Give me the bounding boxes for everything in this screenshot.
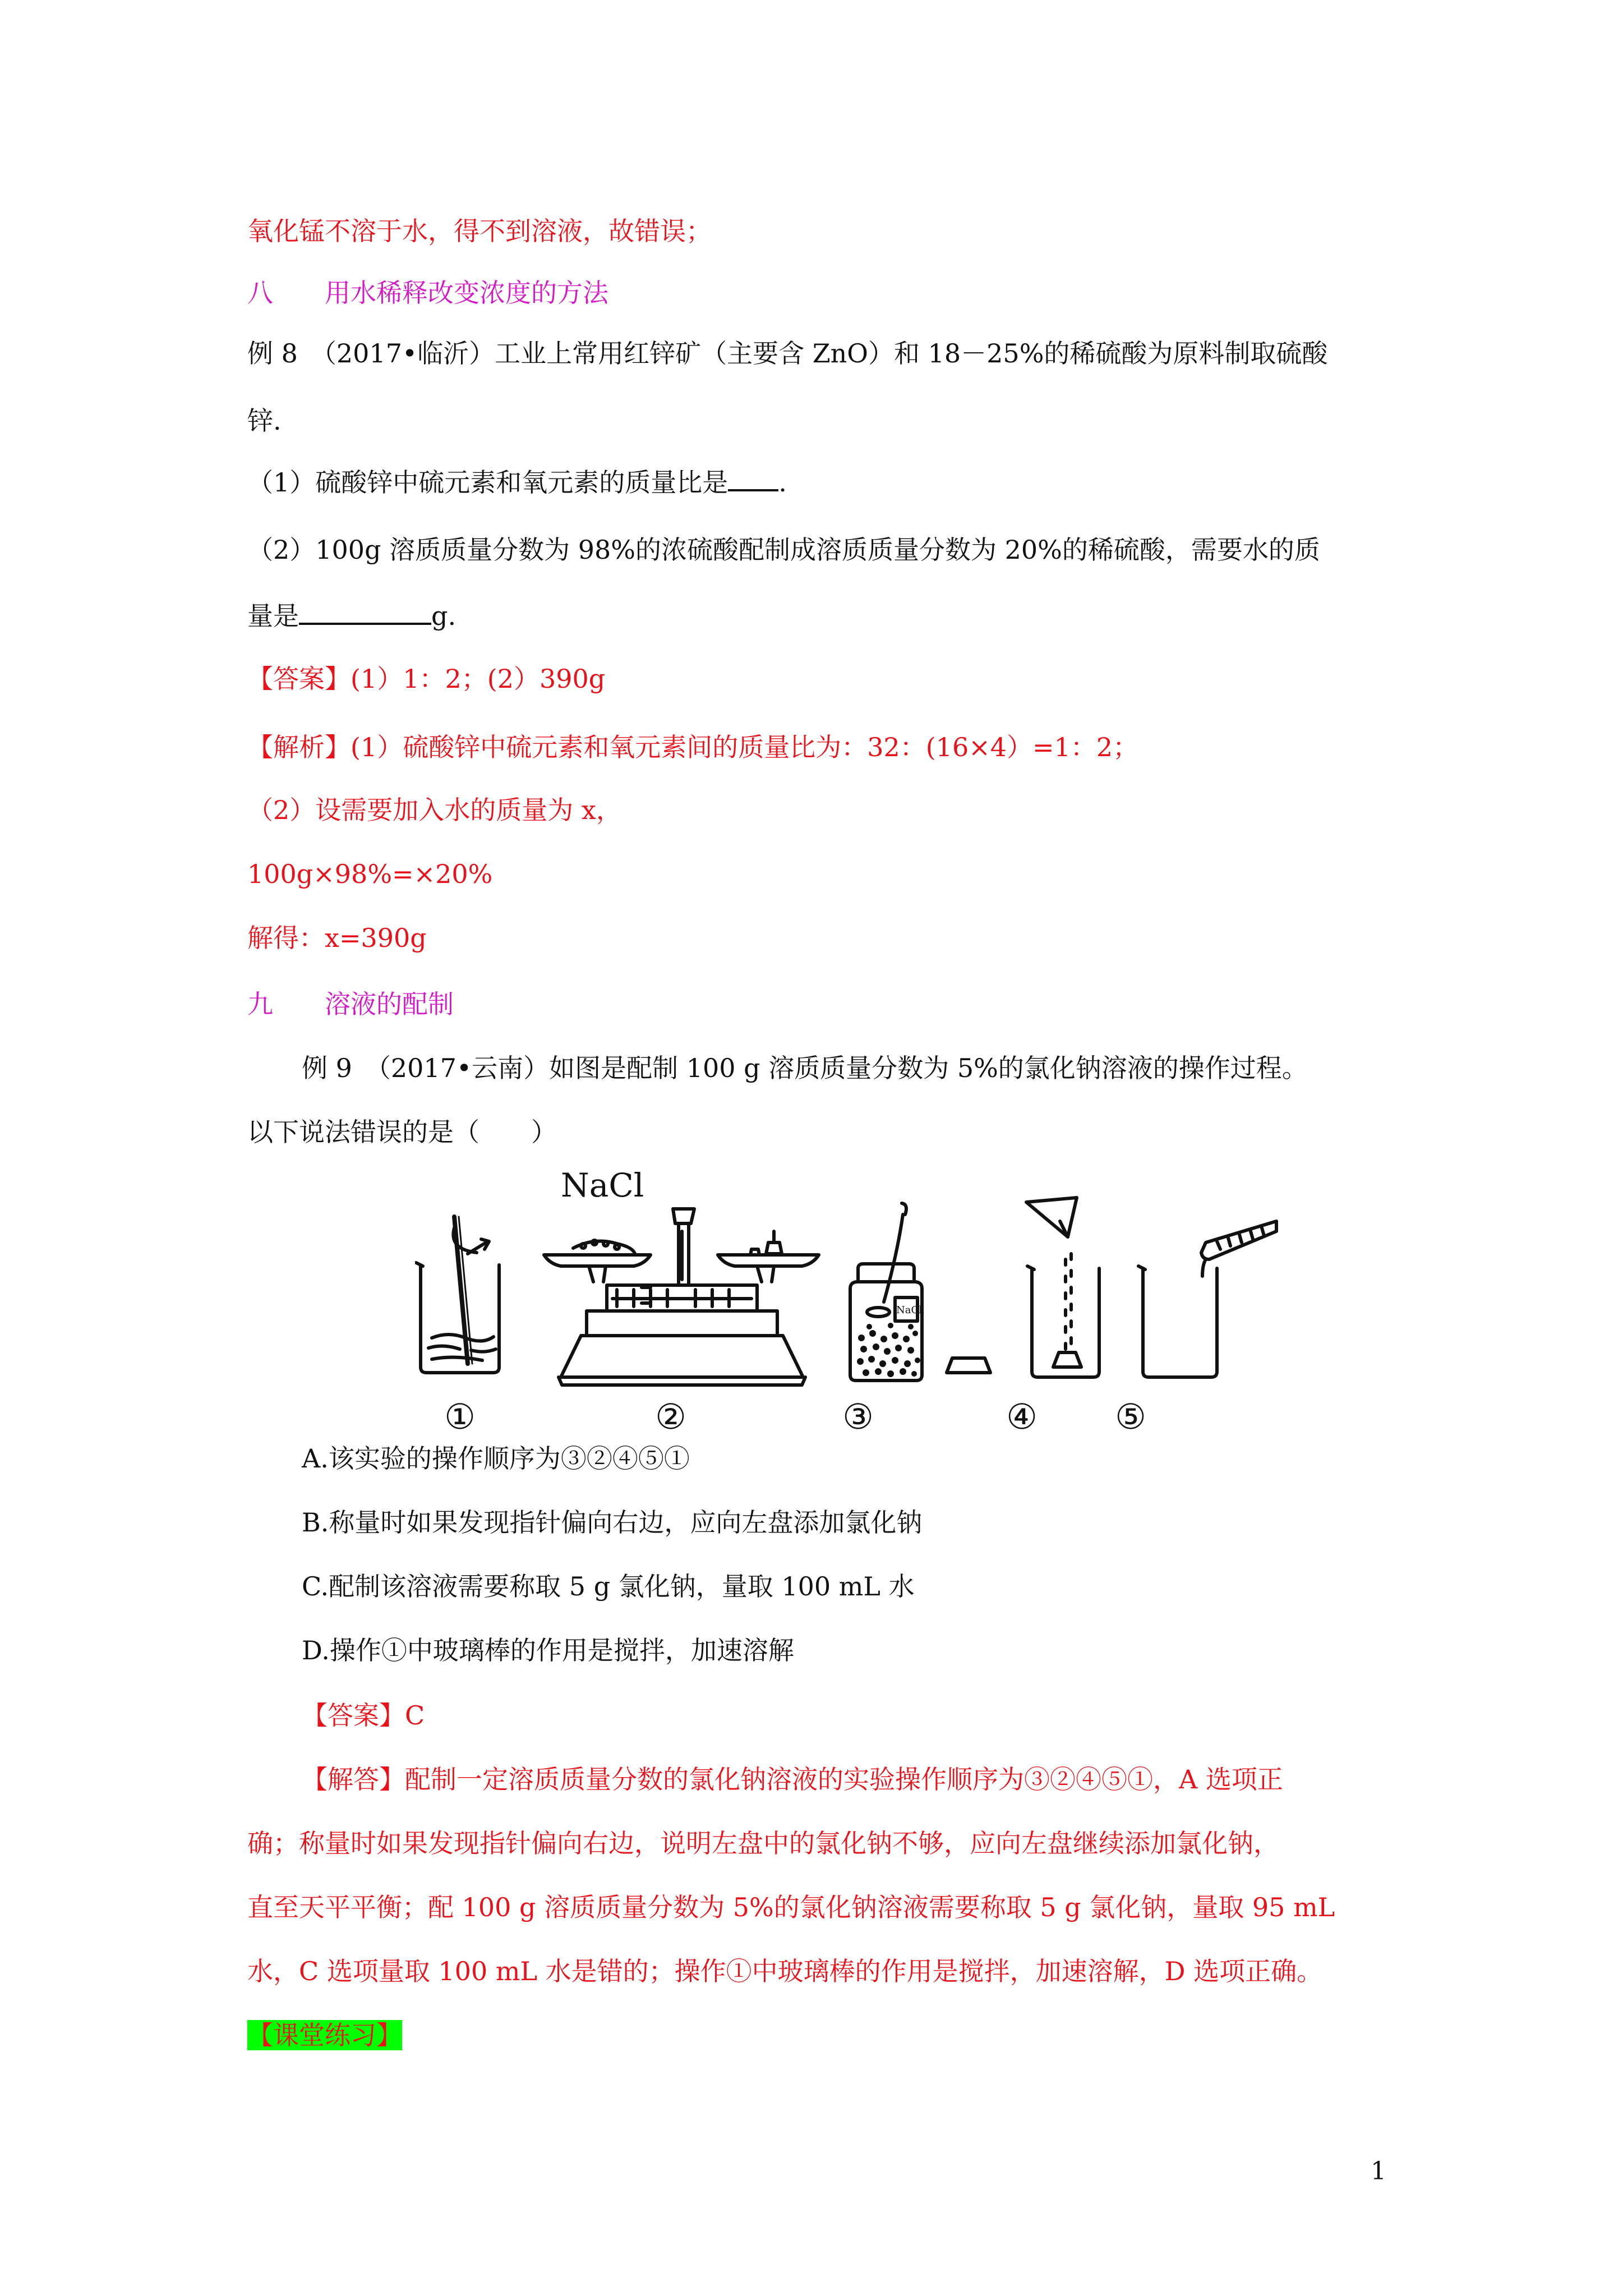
step-label-2: ② <box>655 1396 686 1437</box>
solution-9-line3: 直至天平平衡；配 100 g 溶质质量分数为 5%的氯化钠溶液需要称取 5 g 氯化钠，量取 95 mL <box>247 1892 1335 1922</box>
beaker-pouring-water-icon <box>1138 1221 1276 1377</box>
example-8-line2: 锌. <box>247 406 282 436</box>
section-8-heading: 八 用水稀释改变浓度的方法 <box>247 278 608 308</box>
answer-8: 【答案】(1）1：2；(2）390g <box>247 664 606 694</box>
question-2-line2 <box>247 598 456 633</box>
example-8-line1: 例 8 （2017•临沂）工业上常用红锌矿（主要含 ZnO）和 18－25%的稀硫酸为原料制取硫酸 <box>247 338 1328 369</box>
reagent-jar-icon <box>850 1203 990 1381</box>
option-d: D.操作①中玻璃棒的作用是搅拌，加速溶解 <box>302 1635 794 1665</box>
solution-9-line2: 确；称量时如果发现指针偏向右边，说明左盘中的氯化钠不够，应向左盘继续添加氯化钠， <box>247 1828 1279 1858</box>
salt-granules <box>857 1323 920 1377</box>
jar-label: NaCl <box>896 1304 923 1316</box>
analysis-8-line2: （2）设需要加入水的质量为 x， <box>247 795 622 825</box>
solution-preparation-figure <box>415 1170 1279 1439</box>
example-9-line1: 例 9 （2017•云南）如图是配制 100 g 溶质质量分数为 5%的氯化钠溶液的操作过程。 <box>302 1053 1308 1083</box>
beaker-stirring-icon <box>416 1217 499 1373</box>
solution-9-line4: 水，C 选项量取 100 mL 水是错的；操作①中玻璃棒的作用是搅拌，加速溶解，D 选项正确。 <box>247 1956 1323 1986</box>
step-label-5: ⑤ <box>1115 1396 1146 1437</box>
option-c: C.配制该溶液需要称取 5 g 氯化钠，量取 100 mL 水 <box>302 1571 915 1602</box>
solution-8: 解得：x=390g <box>247 923 427 953</box>
question-2-text: 量是 <box>247 601 299 631</box>
practice-heading-label: 【课堂练习】 <box>247 2020 402 2050</box>
line-manganese: 氧化锰不溶于水，得不到溶液，故错误； <box>247 216 712 246</box>
step-label-1: ① <box>444 1396 476 1437</box>
question-2-line1: （2）100g 溶质质量分数为 98%的浓硫酸配制成溶质质量分数为 20%的稀硫酸，需要水的质 <box>247 535 1320 565</box>
analysis-8-line1: 【解析】(1）硫酸锌中硫元素和氧元素间的质量比为：32：(16×4）=1：2； <box>247 732 1139 762</box>
equation: 100g×98%=×20% <box>247 859 493 889</box>
answer-blank <box>299 598 431 625</box>
step-label-3: ③ <box>842 1396 874 1437</box>
question-2-unit: g. <box>431 601 457 631</box>
option-a: A.该实验的操作顺序为③②④⑤① <box>302 1443 690 1474</box>
beaker-pouring-salt-icon <box>1026 1198 1099 1377</box>
page-number: 1 <box>1371 2157 1386 2185</box>
question-1-text: （1）硫酸锌中硫元素和氧元素的质量比是 <box>247 467 728 498</box>
section-9-heading: 九 溶液的配制 <box>247 989 454 1019</box>
nacl-label: NaCl <box>561 1170 644 1204</box>
answer-9: 【答案】C <box>302 1700 425 1731</box>
example-9-line2: 以下说法错误的是（ ） <box>247 1117 557 1147</box>
option-b: B.称量时如果发现指针偏向右边，应向左盘添加氯化钠 <box>302 1507 923 1538</box>
answer-blank <box>728 464 778 491</box>
step-label-4: ④ <box>1006 1396 1038 1437</box>
balance-icon <box>544 1209 819 1385</box>
solution-9-line1: 【解答】配制一定溶质质量分数的氯化钠溶液的实验操作顺序为③②④⑤①，A 选项正 <box>302 1764 1283 1795</box>
question-1-end: . <box>778 467 787 498</box>
practice-heading <box>247 2018 402 2052</box>
question-1 <box>247 464 787 499</box>
